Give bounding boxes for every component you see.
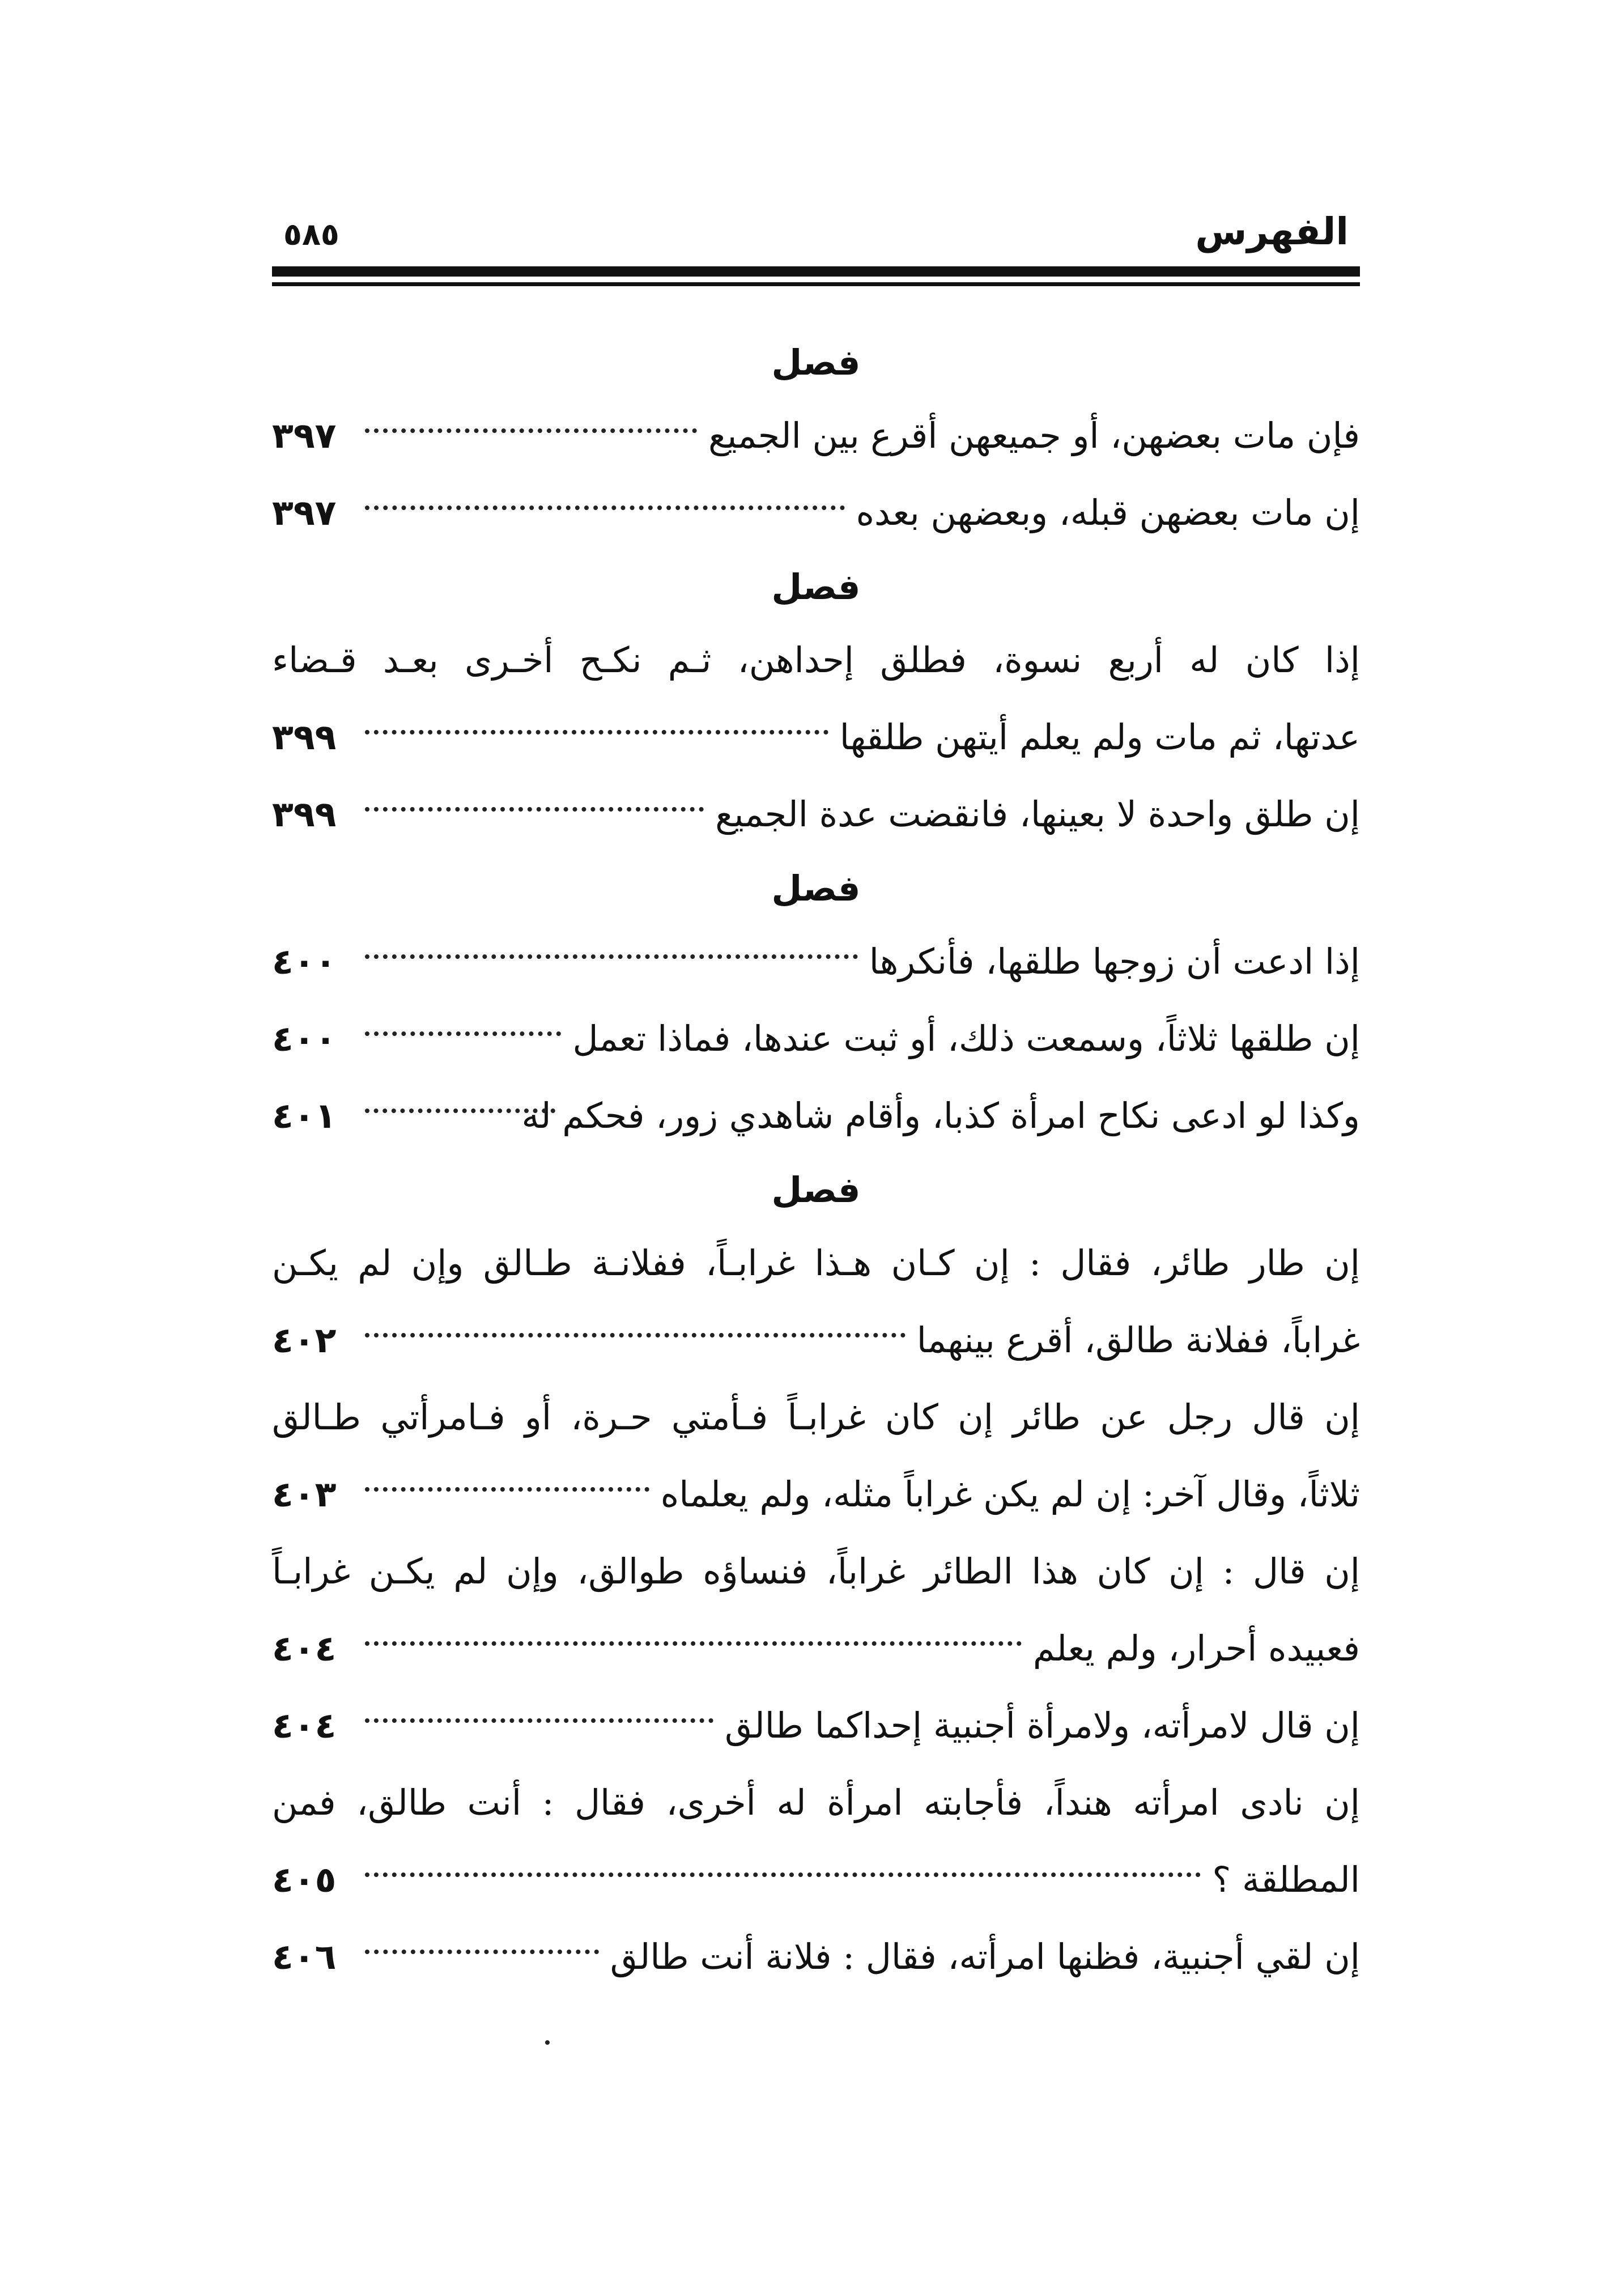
index-entry-line [272, 476, 1360, 553]
dot-leader [365, 1331, 905, 1337]
entry-text: إن لقي أجنبية، فظنها امرأته، فقال : فلانة أنت طالق [610, 1936, 1360, 1977]
entry-text: إن قال : إن كان هذا الطائر غراباً، فنساؤه طوالق، وإن لم يكـن غرابـاً [272, 1551, 1360, 1592]
index-entry-line [272, 1535, 1360, 1612]
page-header [272, 204, 1360, 261]
dot-leader [365, 728, 828, 734]
index-entry-line [272, 1381, 1360, 1458]
entry-text: غراباً، ففلانة طالق، أقرع بينهما [916, 1319, 1360, 1361]
entry-page-number: ٤٠٠ [272, 1018, 337, 1059]
dot-leader [365, 1716, 714, 1723]
entry-page-number: ٣٩٧ [272, 415, 337, 456]
entry-text: المطلقة ؟ [1212, 1859, 1360, 1900]
stray-mark [545, 2040, 550, 2045]
index-entry-line [272, 1612, 1360, 1689]
index-entry-line [272, 700, 1360, 778]
entry-page-number: ٤٠٣ [272, 1474, 337, 1515]
entry-page-number: ٤٠٦ [272, 1936, 337, 1977]
entry-text: فعبيده أحرار، ولم يعلم [1032, 1628, 1360, 1669]
dot-leader [365, 805, 704, 812]
entry-page-number: ٣٩٩ [272, 716, 337, 758]
entry-page-number: ٤٠٠ [272, 941, 337, 982]
header-rule-thick [272, 266, 1360, 277]
entry-page-number: ٤٠٥ [272, 1859, 337, 1900]
section-heading: فصل [771, 566, 861, 608]
entry-text: إن مات بعضهن قبله، وبعضهن بعده [856, 492, 1360, 533]
entry-text: إن طلقها ثلاثاً، وسمعت ذلك، أو ثبت عندها، فماذا تعمل [572, 1018, 1360, 1059]
index-entry-line [272, 1766, 1360, 1843]
index-entry-line [272, 1458, 1360, 1535]
entry-page-number: ٤٠١ [272, 1095, 337, 1136]
dot-leader [365, 1029, 562, 1036]
entry-page-number: ٤٠٤ [272, 1628, 337, 1669]
index-entry-line [272, 1689, 1360, 1766]
header-rule-thin [272, 282, 1360, 286]
index-entry-line [272, 1303, 1360, 1381]
entry-text: إذا ادعت أن زوجها طلقها، فأنكرها [869, 941, 1360, 982]
entry-text: إن قال لامرأته، ولامرأة أجنبية إحداكما طالق [725, 1705, 1360, 1746]
dot-leader [365, 952, 858, 959]
dot-leader [365, 1870, 1201, 1877]
dot-leader [365, 1639, 1022, 1646]
dot-leader [365, 1485, 649, 1492]
entry-text: إن نادى امرأته هنداً، فأجابته امرأة له أخرى، فقال : أنت طالق، فمن [272, 1782, 1360, 1823]
section-heading: فصل [771, 342, 861, 383]
entry-text: إذا كان له أربع نسوة، فطلق إحداهن، ثـم نكـح أخـرى بعـد قـضاء [272, 639, 1360, 681]
entry-text: ثلاثاً، وقال آخر: إن لم يكن غراباً مثله، ولم يعلماه [660, 1474, 1360, 1515]
page-number: ٥٨٥ [283, 216, 339, 252]
entry-text: وكذا لو ادعى نكاح امرأة كذبا، وأقام شاهدي زور، فحكم له [521, 1095, 1360, 1136]
index-entry-line [272, 1002, 1360, 1079]
entry-page-number: ٤٠٤ [272, 1705, 337, 1746]
dot-leader [365, 1106, 555, 1113]
index-entry-line [272, 925, 1360, 1002]
entry-text: إن قال رجل عن طائر إن كان غرابـاً فـأمتي حـرة، أو فـامرأتي طـالق [272, 1396, 1361, 1438]
section-heading: فصل [771, 868, 861, 909]
index-content [272, 329, 1360, 1997]
entry-page-number: ٤٠٢ [272, 1319, 337, 1361]
index-entry-line [272, 1920, 1360, 1997]
entry-page-number: ٣٩٧ [272, 492, 337, 533]
index-entry-line [272, 623, 1360, 700]
index-entry-line [272, 1079, 1360, 1156]
index-entry-line [272, 1226, 1360, 1303]
running-title: الفهرس [1195, 210, 1349, 253]
dot-leader [365, 1947, 599, 1954]
entry-page-number: ٣٩٩ [272, 793, 337, 835]
section-heading: فصل [771, 1169, 861, 1211]
entry-text: إن طار طائر، فقال : إن كـان هـذا غرابـاً، ففلانـة طـالق وإن لم يكـن [272, 1242, 1360, 1284]
dot-leader [365, 426, 698, 433]
index-entry-line [272, 778, 1360, 855]
entry-text: إن طلق واحدة لا بعينها، فانقضت عدة الجميع [715, 793, 1360, 835]
index-entry-line [272, 399, 1360, 476]
entry-text: فإن مات بعضهن، أو جميعهن أقرع بين الجميع [708, 415, 1360, 456]
dot-leader [365, 503, 845, 510]
index-entry-line [272, 1843, 1360, 1920]
entry-text: عدتها، ثم مات ولم يعلم أيتهن طلقها [839, 716, 1360, 758]
